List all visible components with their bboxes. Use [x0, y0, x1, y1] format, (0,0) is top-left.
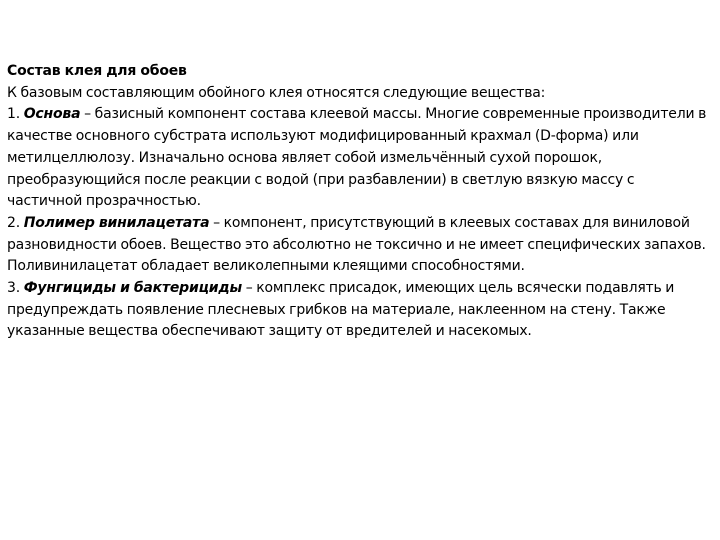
list-item-1	[7, 104, 712, 213]
document-title: Состав клея для обоев	[7, 63, 187, 79]
item-term: Полимер винилацетата	[23, 214, 210, 231]
item-term: Фунгициды и бактерициды	[23, 280, 242, 297]
list-item-3	[7, 278, 712, 343]
item-term: Основа	[23, 106, 81, 123]
intro-text: К базовым составляющим обойного клея относятся следующие вещества:	[7, 84, 546, 101]
list-item-2	[7, 213, 712, 278]
item-number: 1.	[7, 106, 20, 123]
item-text: – компонент, присутствующий в клеевых составах для виниловой разновидности обоев. Вещество это абсолютно не токсично и не имеет специфических запахов. Поливинилацетат обладает великолепными клеящими способностями.	[7, 214, 706, 275]
item-text: – базисный компонент состава клеевой массы. Многие современные производители в качестве основного субстрата используют модифицированный крахмал (D-форма) или метилцеллюлозу. Изначально основа являет собой измельчённый сухой порошок, преобразующийся после реакции с водой (при разбавлении) в светлую вязкую массу с частичной прозрачностью.	[7, 106, 707, 210]
item-number: 3.	[7, 280, 20, 297]
item-number: 2.	[7, 214, 20, 231]
item-text: – комплекс присадок, имеющих цель всячески подавлять и предупреждать появление плесневых грибков на материале, наклеенном на стену. Также указанные вещества обеспечивают защиту от вредителей и насекомых.	[7, 280, 675, 340]
document-body	[7, 61, 712, 343]
